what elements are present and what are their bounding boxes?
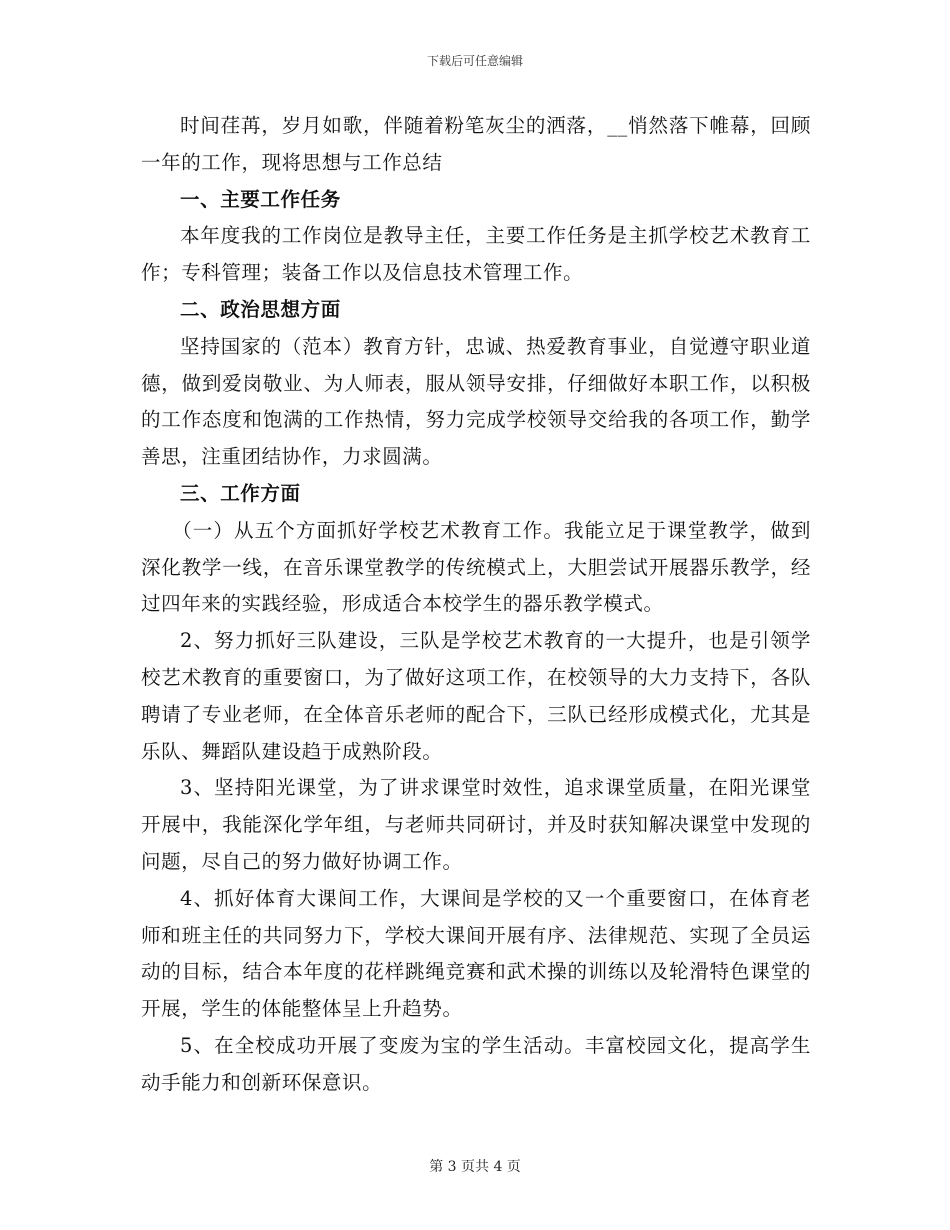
- section-heading-main-tasks: 一、主要工作任务: [180, 187, 341, 211]
- document-body: [141, 108, 811, 1102]
- work-item-5: 5、在全校成功开展了变废为宝的学生活动。丰富校园文化，提高学生动手能力和创新环保意识。: [141, 1033, 811, 1094]
- main-tasks-paragraph: 本年度我的工作岗位是教导主任，主要工作任务是主抓学校艺术教育工作；专科管理；装备工作以及信息技术管理工作。: [141, 224, 811, 285]
- page-number: 第 3 页共 4 页: [429, 1159, 521, 1175]
- section-heading-work: 三、工作方面: [180, 481, 301, 505]
- page-header-note: 下载后可任意编辑: [426, 54, 523, 68]
- work-item-2: 2、努力抓好三队建设，三队是学校艺术教育的一大提升，也是引领学校艺术教育的重要窗口，为了做好这项工作，在校领导的大力支持下，各队聘请了专业老师，在全体音乐老师的配合下，三队已经形成模式化，尤其是乐队、舞蹈队建设趋于成熟阶段。: [141, 629, 811, 763]
- work-item-3: 3、坚持阳光课堂，为了讲求课堂时效性，追求课堂质量，在阳光课堂开展中，我能深化学年组，与老师共同研讨，并及时获知解决课堂中发现的问题，尽自己的努力做好协调工作。: [141, 776, 811, 873]
- work-item-4: 4、抓好体育大课间工作，大课间是学校的又一个重要窗口，在体育老师和班主任的共同努力下，学校大课间开展有序、法律规范、实现了全员运动的目标，结合本年度的花样跳绳竞赛和武术操的训练以及轮滑特色课堂的开展，学生的体能整体呈上升趋势。: [141, 886, 811, 1021]
- section-heading-political: 二、政治思想方面: [180, 297, 341, 321]
- intro-paragraph: 时间荏苒，岁月如歌，伴随着粉笔灰尘的洒落，__悄然落下帷幕，回顾一年的工作，现将思想与工作总结: [141, 114, 811, 174]
- work-item-1: （一）从五个方面抓好学校艺术教育工作。我能立足于课堂教学，做到深化教学一线，在音乐课堂教学的传统模式上，大胆尝试开展器乐教学，经过四年来的实践经验，形成适合本校学生的器乐教学模式。: [141, 518, 811, 616]
- political-paragraph: 坚持国家的（范本）教育方针，忠诚、热爱教育事业，自觉遵守职业道德，做到爱岗敬业、为人师表，服从领导安排，仔细做好本职工作，以积极的工作态度和饱满的工作热情，努力完成学校领导交给我的各项工作，勤学善思，注重团结协作，力求圆满。: [141, 334, 811, 469]
